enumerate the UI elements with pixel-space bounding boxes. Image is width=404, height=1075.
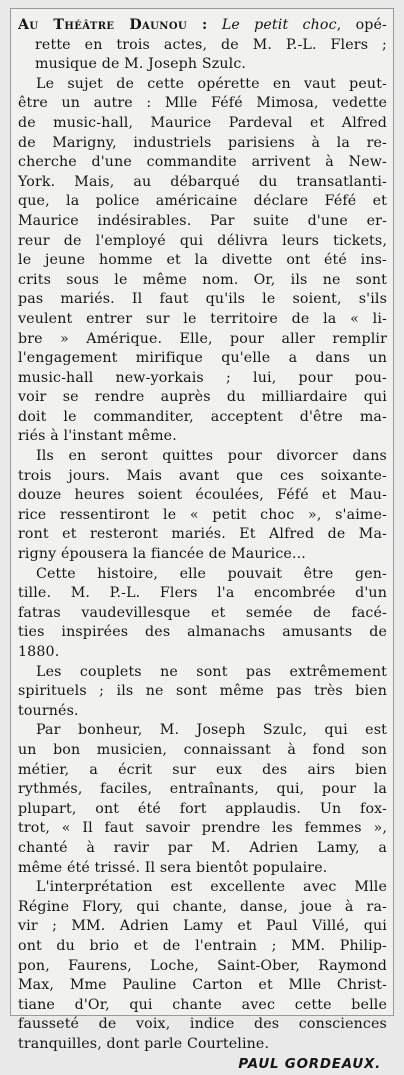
- text-line: bre » Amérique. Elle, pour aller remplir: [18, 330, 387, 347]
- text-line: Par bonheur, M. Joseph Szulc, qui est: [36, 722, 387, 739]
- text-line: pon, Faurens, Loche, Saint-Ober, Raymond: [18, 957, 387, 974]
- text-line: crits sous le même nom. Or, ils ne sont: [18, 271, 387, 288]
- text-line: rythmés, faciles, entraînants, qui, pour la: [18, 781, 387, 798]
- text-line: Ils en seront quittes pour divorcer dans: [36, 448, 387, 465]
- text-line: Le sujet de cette opérette en vaut peut-: [36, 75, 387, 92]
- text-line: pas mariés. Il faut qu'ils le soient, s'ils: [18, 291, 387, 308]
- text-line: tranquilles, dont parle Courteline.: [18, 1035, 270, 1052]
- article-paragraph: [18, 663, 387, 722]
- text-line: ont du brio et de l'entrain ; MM. Philip-: [18, 937, 387, 954]
- article-paragraph: [18, 75, 387, 447]
- text-line: riés à l'instant même.: [18, 428, 177, 445]
- text-line: doit le commanditer, acceptent d'être ma-: [18, 408, 387, 425]
- text-line: l'engagement mirifique qu'elle a dans un: [18, 350, 387, 367]
- text-line: rigny épousera la fiancée de Maurice...: [18, 546, 306, 563]
- heading-line-1-rest: , opé-: [336, 17, 388, 33]
- text-line: Les couplets ne sont pas extrêmement: [36, 663, 387, 680]
- text-line: tille. M. P.-L. Flers l'a encombrée d'un: [18, 585, 387, 602]
- text-line: veulent entrer sur le territoire de la « li-: [18, 310, 387, 327]
- text-line: trot, « Il faut savoir prendre les femmes »,: [18, 820, 387, 837]
- text-line: être un autre : Mlle Féfé Mimosa, vedette: [18, 95, 387, 112]
- text-line: douze heures soient écoulées, Féfé et Mau-: [18, 487, 387, 504]
- text-line: Régine Flory, qui chante, danse, joue à ra-: [18, 898, 387, 915]
- text-line: voir se rendre auprès du milliardaire qui: [18, 389, 387, 406]
- text-line: spirituels ; ils ne sont même pas très bien: [18, 683, 387, 700]
- text-line: Max, Mme Pauline Carton et Mlle Christ-: [18, 977, 387, 994]
- article-body: [18, 75, 387, 1055]
- heading-line-1: [18, 16, 387, 36]
- article-paragraph: [18, 565, 387, 663]
- heading-line-2: rette en trois actes, de M. P.-L. Flers ;: [35, 36, 387, 53]
- article-paragraph: [18, 878, 387, 1054]
- text-line: Maurice indésirables. Par suite d'une er-: [18, 212, 387, 229]
- text-line: trois jours. Mais avant que ces soixante-: [18, 467, 387, 484]
- text-line: rice ressentiront le « petit choc », s'aime-: [18, 506, 387, 523]
- text-line: le jeune homme et la divette ont été ins-: [18, 252, 387, 269]
- play-title: Le petit choc: [221, 17, 337, 33]
- text-line: tiane d'Or, qui chante avec cette belle: [18, 996, 387, 1013]
- text-line: même été trissé. Il sera bientôt populaire.: [18, 859, 328, 876]
- text-line: cherche d'une commandite arrivent à New-: [18, 154, 387, 171]
- text-line: de music-hall, Maurice Pardeval et Alfred: [18, 114, 387, 131]
- text-line: de Marigny, industriels parisiens à la re-: [18, 134, 387, 151]
- article-paragraph: [18, 447, 387, 565]
- text-line: music-hall new-yorkais ; lui, pour pou-: [18, 369, 387, 386]
- text-line: ront et resteront mariés. Et Alfred de Ma-: [18, 526, 387, 543]
- text-line: vir ; MM. Adrien Lamy et Paul Villé, qui: [18, 918, 387, 935]
- text-line: Cette histoire, elle pouvait être gen-: [36, 565, 387, 582]
- author-signature: PAUL GORDEAUX.: [238, 1057, 381, 1073]
- article-heading: [18, 16, 387, 75]
- heading-line-3: musique de M. Joseph Szulc.: [35, 56, 247, 73]
- text-line: un bon musicien, connaissant à fond son: [18, 741, 387, 758]
- newspaper-clipping: [10, 8, 394, 1073]
- text-line: que, la police américaine déclare Féfé et: [18, 193, 387, 210]
- text-line: plupart, ont été fort applaudis. Un fox-: [18, 800, 387, 817]
- text-line: ties inspirées des almanachs amusants de: [18, 624, 387, 641]
- text-line: chanté à ravir par M. Adrien Lamy, a: [18, 839, 387, 856]
- text-line: L'interprétation est excellente avec Mlle: [36, 879, 387, 896]
- text-line: fausseté de voix, indice des consciences: [18, 1016, 387, 1033]
- text-line: tournés.: [18, 702, 79, 719]
- article-paragraph: [18, 721, 387, 878]
- text-line: fatras vaudevillesque et semée de facé-: [18, 604, 387, 621]
- text-line: reur de l'employé qui délivra leurs tickets,: [18, 232, 387, 249]
- text-line: York. Mais, au débarqué du transatlanti-: [18, 173, 387, 190]
- text-line: 1880.: [18, 644, 60, 660]
- text-line: métier, a écrit sur eux des airs bien: [18, 761, 387, 778]
- signature-line: [18, 1055, 387, 1075]
- venue-label: Au Théâtre Daunou :: [18, 17, 208, 33]
